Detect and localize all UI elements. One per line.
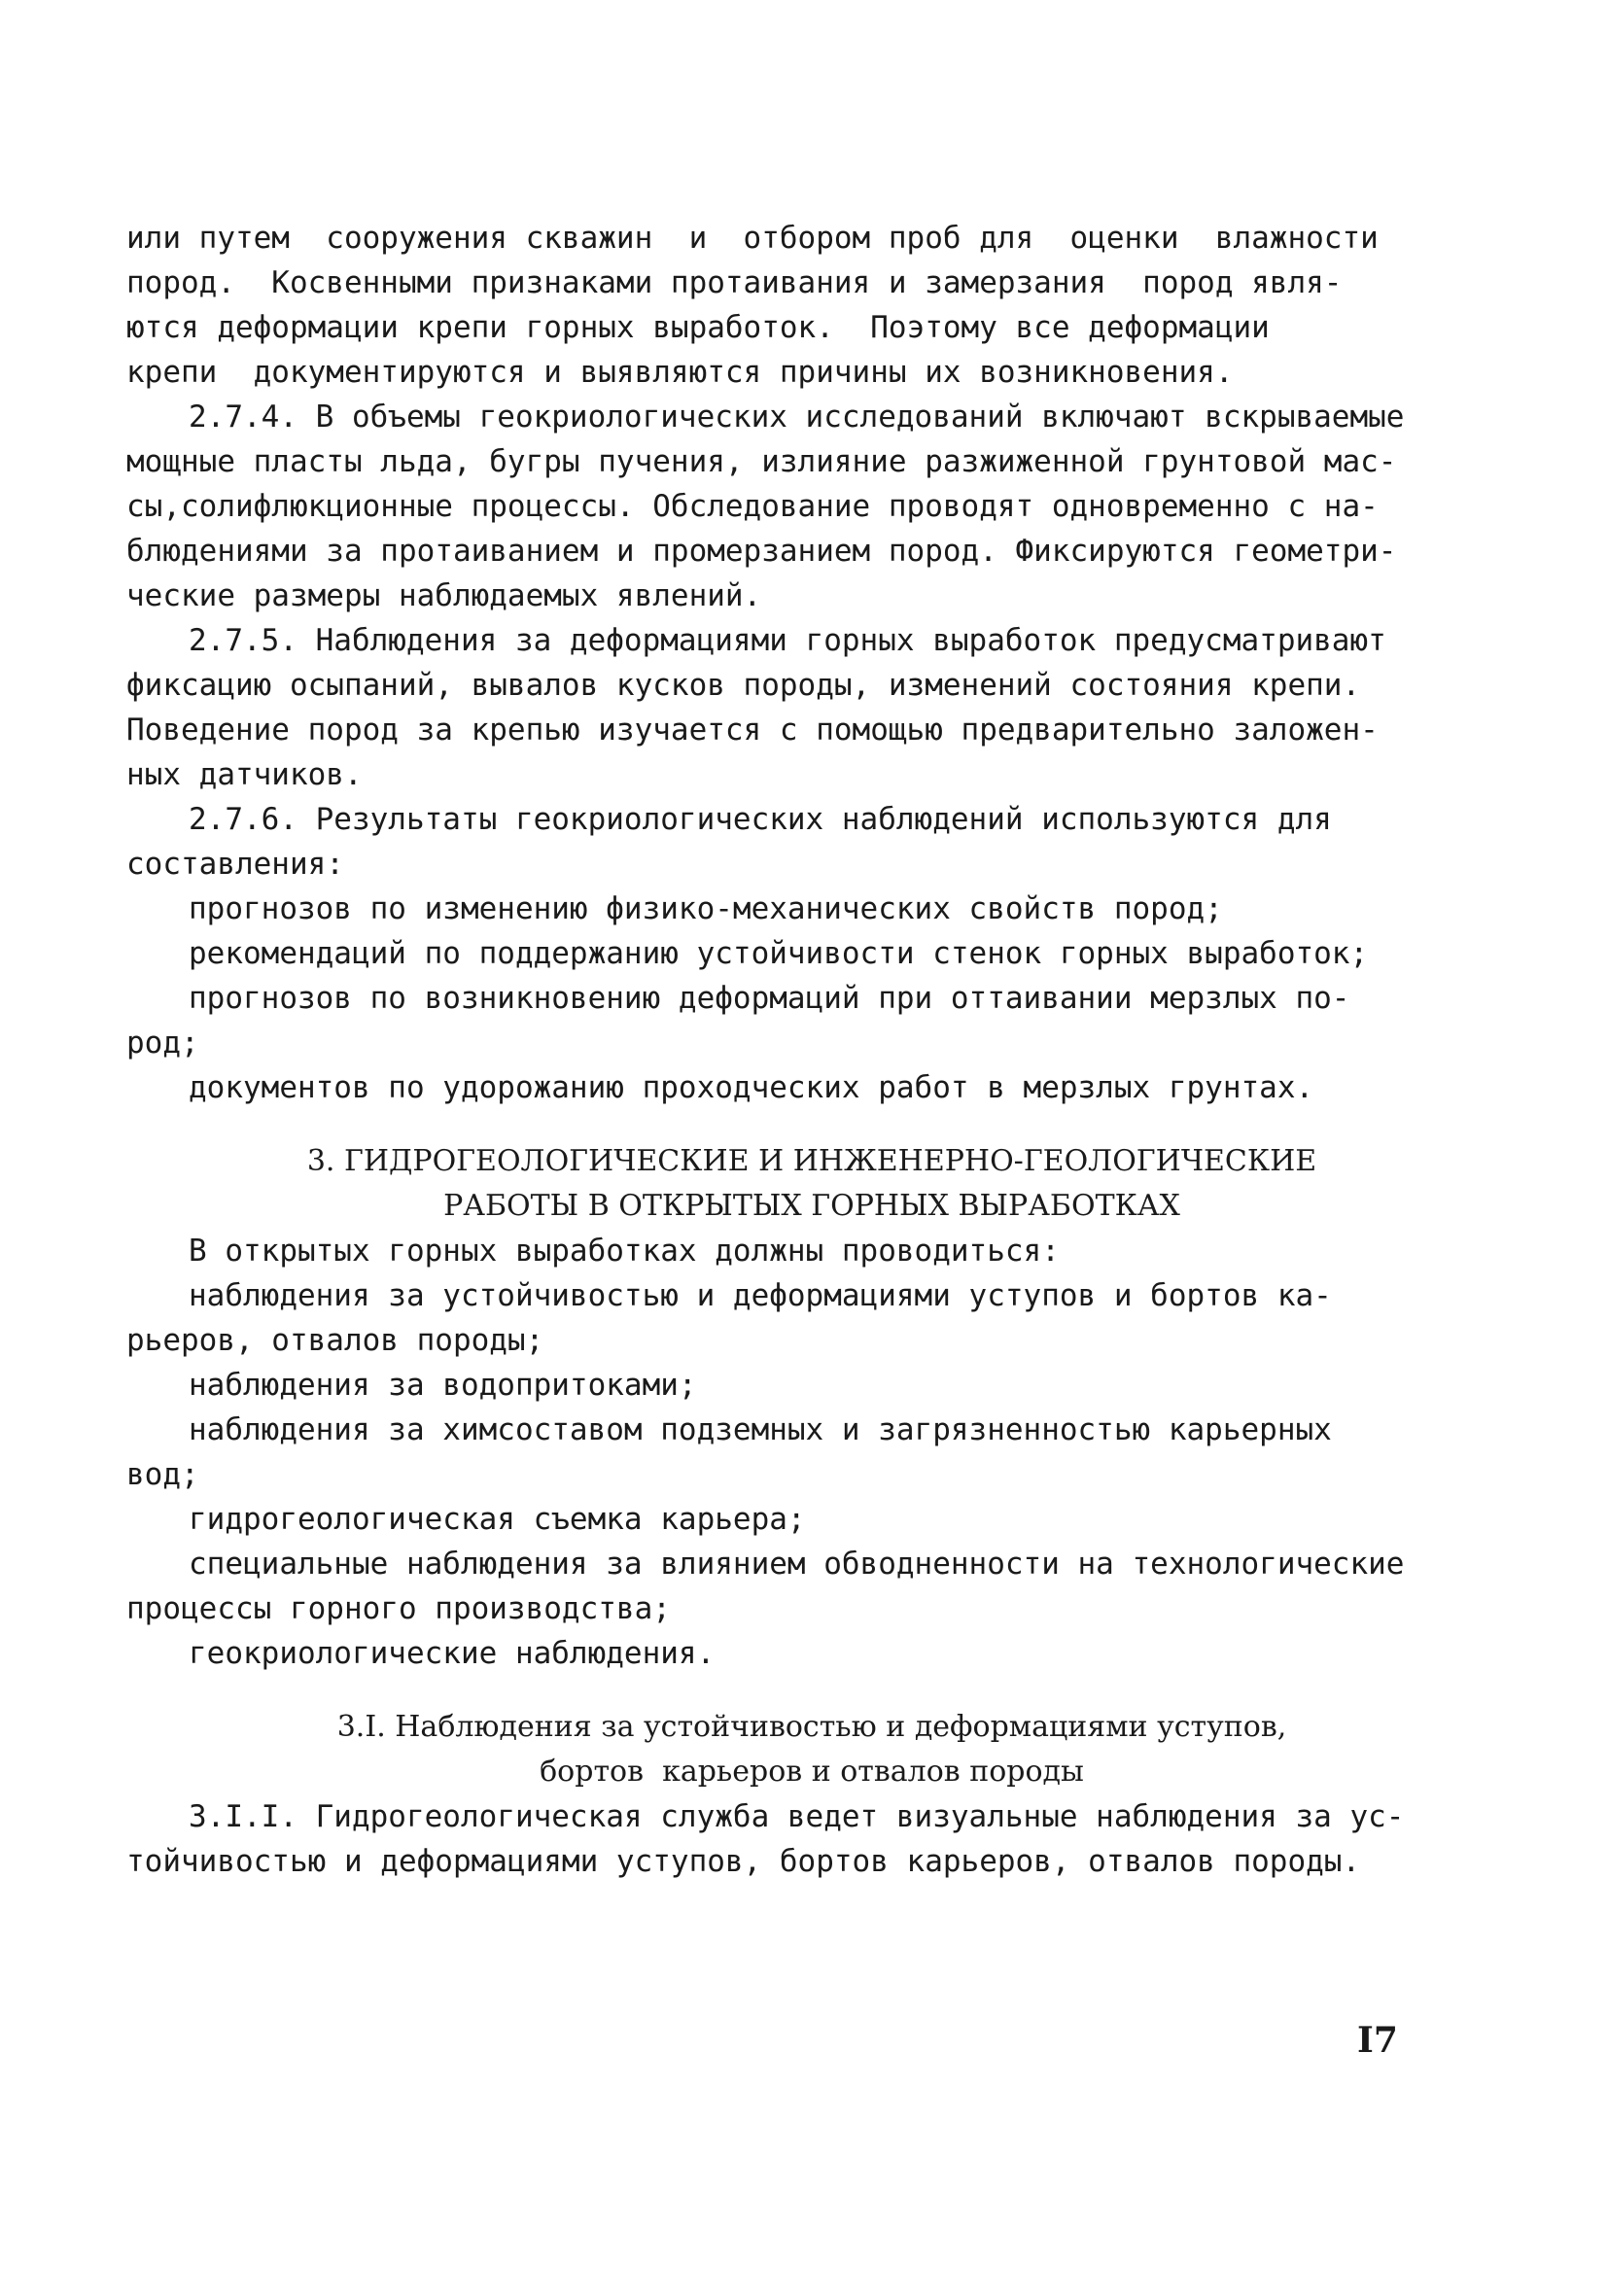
list-item: рекомендаций по поддержанию устойчивости стенок горных выработок; [189, 936, 1369, 971]
body-line: мощные пласты льда, бугры пучения, излияние разжиженной грунтовой мас- [126, 444, 1397, 479]
list-item-continuation: рьеров, отвалов породы; [126, 1323, 544, 1358]
body-line: Поведение пород за крепью изучается с помощью предварительно заложен- [126, 713, 1379, 748]
body-line: или путем сооружения скважин и отбором проб для оценки влажности [126, 221, 1379, 256]
body-line: сы,солифлюкционные процессы. Обследование проводят одновременно с на- [126, 489, 1379, 524]
paragraph-2-7-6-first-line: 2.7.6. Результаты геокриологических наблюдений используются для [189, 802, 1332, 837]
body-line: блюдениями за протаиванием и промерзанием пород. Фиксируются геометри- [126, 534, 1397, 569]
list-item: наблюдения за химсоставом подземных и загрязненностью карьерных [189, 1412, 1332, 1447]
list-item: прогнозов по возникновению деформаций при оттаивании мерзлых по- [189, 981, 1350, 1016]
body-line: составления: [126, 847, 344, 882]
section-3-heading-line-2: РАБОТЫ В ОТКРЫТЫХ ГОРНЫХ ВЫРАБОТКАХ [443, 1189, 1180, 1223]
body-line: фиксацию осыпаний, вывалов кусков породы, изменений состояния крепи. [126, 668, 1361, 703]
section-3-intro: В открытых горных выработках должны проводиться: [189, 1234, 1060, 1269]
list-item: документов по удорожанию проходческих работ в мерзлых грунтах. [189, 1070, 1314, 1105]
page-number: I7 [1357, 2020, 1398, 2061]
list-item: наблюдения за водопритоками; [189, 1368, 697, 1403]
list-item: наблюдения за устойчивостью и деформациями уступов и бортов ка- [189, 1278, 1332, 1313]
list-item: гидрогеологическая съемка карьера; [189, 1502, 806, 1537]
list-item: специальные наблюдения за влиянием обводненности на технологические [189, 1547, 1405, 1582]
list-item-continuation: род; [126, 1026, 199, 1061]
list-item-continuation: вод; [126, 1457, 199, 1492]
section-3-heading-line-1: 3. ГИДРОГЕОЛОГИЧЕСКИЕ И ИНЖЕНЕРНО-ГЕОЛОГИЧЕСКИЕ [306, 1144, 1317, 1178]
body-line: ных датчиков. [126, 757, 363, 792]
spacer [126, 1676, 1487, 1705]
body-line: ческие размеры наблюдаемых явлений. [126, 578, 762, 613]
section-3-1-heading-line-2: бортов карьеров и отвалов породы [540, 1755, 1084, 1789]
body-line: ются деформации крепи горных выработок. Поэтому все деформации [126, 310, 1270, 345]
paragraph-3-1-1-first-line: 3.I.I. Гидрогеологическая служба ведет визуальные наблюдения за ус- [189, 1799, 1405, 1834]
list-item-continuation: процессы горного производства; [126, 1591, 671, 1626]
paragraph-2-7-4-first-line: 2.7.4. В объемы геокриологических исследований включают вскрываемые [189, 400, 1405, 435]
spacer [126, 1110, 1487, 1139]
list-item: геокриологические наблюдения. [189, 1636, 716, 1671]
section-3-1-heading-line-1: 3.I. Наблюдения за устойчивостью и деформациями уступов, [336, 1710, 1287, 1744]
body-line: тойчивостью и деформациями уступов, бортов карьеров, отвалов породы. [126, 1844, 1361, 1879]
list-item: прогнозов по изменению физико-механических свойств пород; [189, 891, 1223, 926]
body-line: крепи документируются и выявляются причины их возникновения. [126, 355, 1234, 390]
paragraph-2-7-5-first-line: 2.7.5. Наблюдения за деформациями горных выработок предусматривают [189, 623, 1386, 658]
body-line: пород. Косвенными признаками протаивания и замерзания пород явля- [126, 265, 1343, 300]
document-body [126, 216, 1487, 1884]
